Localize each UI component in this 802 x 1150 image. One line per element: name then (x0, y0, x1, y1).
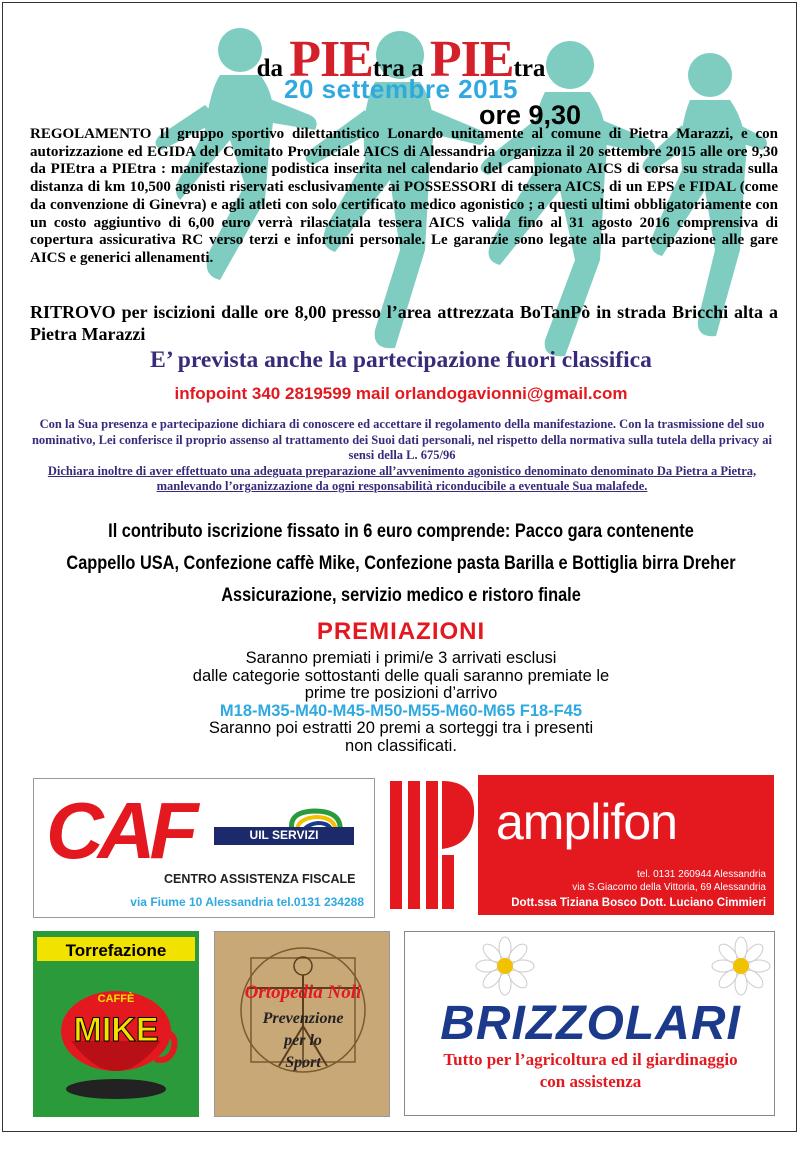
title-prefix: da (256, 55, 290, 82)
noli-line-3: Sport (285, 1054, 321, 1071)
noli-name: Ortopedia Noli (244, 982, 362, 1003)
amplifon-address: via S.Giacomo della Vittoria, 69 Alessandria (572, 882, 766, 893)
regolamento-text: Il gruppo sportivo dilettantistico Lonardo unitamente al comune di Pietra Marazzi, e con autorizzazione ed EGIDA del Comitato Provinciale AICS di Alessandria organizza il 20 settembre 2015 alle ore 9,30 da PIEtra a PIEtra : manifestazione podistica inserita nel calendario del campionato AICS di corsa su strada sulla distanza di km 10,500 agonisti riservati esclusivamente ai POSSESSORI di tessera AICS, di un EPS e FIDAL (come da convenzione di Ginevra) e agli atleti con solo certificato medico agonistico ; a questi ultimi obbligatoriamente con un costo aggiuntivo di 6,00 euro verrà rilasciatala tessera AICS valida fino al 31 agosto 2016 comprensiva di copertura assicurativa RC verso terzi e infortuni personale. Le garanzie sono legate alla partecipazione alle gare AICS e generici allenamenti. (30, 126, 778, 266)
brizzolari-line-2: con assistenza (539, 1072, 642, 1091)
uil-logo (214, 807, 354, 847)
privacy-line-1: Con la Sua presenza e partecipazione dichiara di conoscere ed accettare il regolamento della manifestazione. Con la trasmissione del suo nominativo, Lei conferisce il proprio assenso al trattamento dei Suoi dati personali, nel rispetto della normativa sulla tutela della privacy ai sensi della L. 675/96 (31, 417, 773, 462)
event-date: 20 settembre 2015 (284, 74, 518, 104)
brizzolari-name: BRIZZOLARI (440, 997, 741, 1050)
daisy-icon (711, 936, 771, 996)
regolamento-label: REGOLAMENTO (30, 126, 152, 142)
caf-label: CENTRO ASSISTENZA FISCALE (164, 872, 356, 886)
amplifon-logo-mark (386, 775, 478, 915)
amplifon-doctors: Dott.ssa Tiziana Bosco Dott. Luciano Cimmieri (511, 897, 766, 909)
premiazioni-line-4: Saranno poi estratti 20 premi a sorteggi tra i presenti (208, 719, 594, 737)
daisy-icon (475, 936, 535, 996)
mike-title: Torrefazione (65, 941, 167, 960)
sponsor-brizzolari (404, 931, 775, 1116)
sponsor-amplifon (386, 775, 774, 915)
contributo-line-3: Assicurazione, servizio medico e ristoro finale (221, 585, 581, 606)
infopoint-contact: infopoint 340 2819599 mail orlandogavionni@gmail.com (174, 384, 628, 403)
noli-line-1: Prevenzione (262, 1010, 344, 1027)
sponsor-ortopedia-noli (214, 931, 390, 1117)
noli-line-2: per lo (284, 1032, 322, 1049)
premiazioni-line-5: non classificati. (345, 736, 457, 755)
amplifon-mark-icon (386, 775, 478, 915)
amplifon-tel: tel. 0131 260944 Alessandria (637, 869, 766, 880)
privacy-line-2: Dichiara inoltre di aver effettuato una adeguata preparazione all’avvenimento agonistico denominato denominato Da Pietra a Pietra, manlevando l’organizzazione da ogni responsabilità riconducibile a eventuale Sua malafede. (47, 463, 757, 493)
premiazioni-line-3: prime tre posizioni d’arrivo (304, 684, 498, 702)
uil-text: UIL SERVIZI (249, 828, 319, 842)
premiazioni-categories: M18-M35-M40-M45-M50-M55-M60-M65 F18-F45 (219, 701, 583, 720)
mike-name: MIKE (73, 1011, 159, 1049)
title-mid: tra a (372, 55, 430, 82)
brizzolari-line-1: Tutto per l’agricoltura ed il giardinaggio (443, 1050, 738, 1069)
privacy-notice (22, 417, 782, 495)
premiazioni-line-2: dalle categorie sottostanti delle quali saranno premiate le (192, 666, 610, 685)
contributo-line-1: Il contributo iscrizione fissato in 6 euro comprende: Pacco gara contenente (108, 521, 694, 542)
caf-logo: CAF (46, 786, 193, 875)
fuori-classifica-heading: E’ prevista anche la partecipazione fuori classifica (150, 347, 652, 373)
event-time: ore 9,30 (478, 100, 582, 130)
ritrovo-label: RITROVO (30, 302, 116, 322)
contributo-section (56, 516, 746, 612)
caf-address: via Fiume 10 Alessandria tel.0131 234288 (130, 895, 364, 909)
sponsor-mike (33, 931, 199, 1117)
title-pie-2: PIE (429, 31, 514, 88)
title-pie-1: PIE (289, 31, 373, 88)
sponsor-caf (33, 778, 375, 918)
contributo-line-2: Cappello USA, Confezione caffè Mike, Confezione pasta Barilla e Bottiglia birra Dreher (66, 553, 736, 574)
ritrovo-text: per iscizioni dalle ore 8,00 presso l’area attrezzata BoTanPò in strada Bricchi alta a Pietra Marazzi (30, 302, 778, 344)
mike-small-text: CAFFÈ (97, 993, 135, 1005)
regolamento-paragraph (30, 126, 778, 268)
premiazioni-text (0, 650, 802, 755)
amplifon-name: amplifon (496, 794, 677, 850)
premiazioni-title: PREMIAZIONI (316, 618, 486, 645)
premiazioni-line-1: Saranno premiati i primi/e 3 arrivati esclusi (245, 649, 557, 667)
title-suffix: tra (513, 55, 546, 82)
ritrovo-paragraph (30, 301, 778, 345)
